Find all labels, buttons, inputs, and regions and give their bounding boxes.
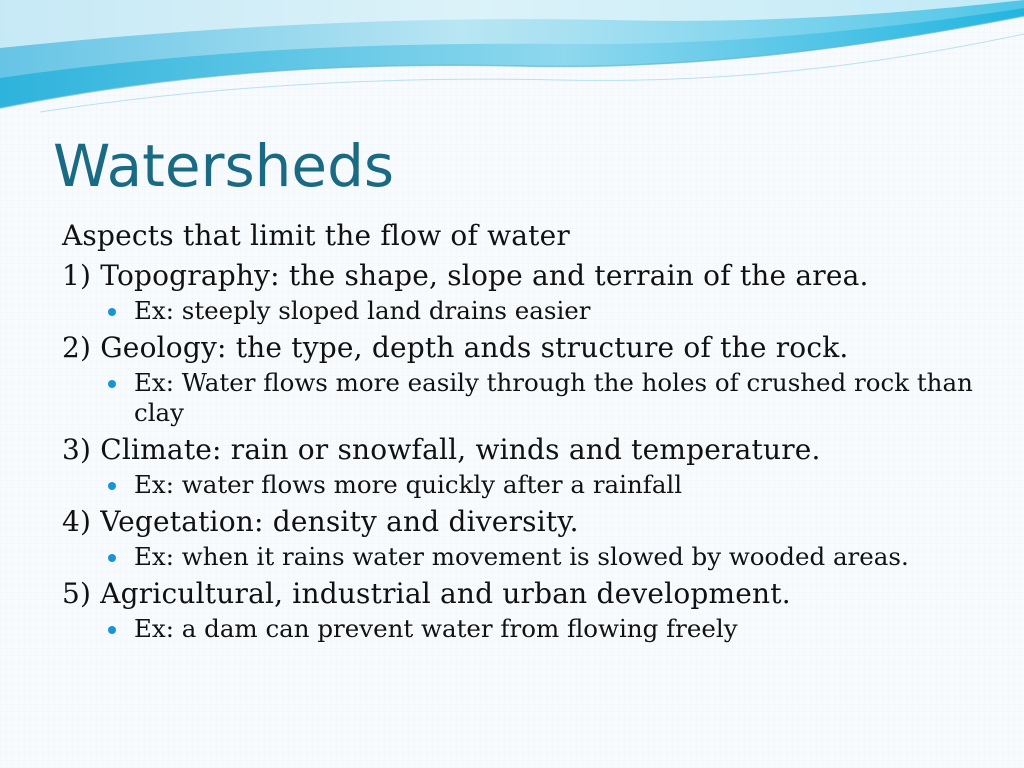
intro-text: Aspects that limit the flow of water [62,219,570,252]
example-text: Ex: water flows more quickly after a rainfall [134,470,683,499]
bullet-dot-icon [108,308,116,316]
example-vegetation [108,542,982,572]
point-climate: 3) Climate: rain or snowfall, winds and temperature. [62,433,821,466]
bullet-dot-icon [108,482,116,490]
point-topography: 1) Topography: the shape, slope and terrain of the area. [62,259,869,292]
example-development [108,614,982,644]
header-wave-decoration [0,0,1024,120]
point-development: 5) Agricultural, industrial and urban development. [62,577,791,610]
example-text: Ex: steeply sloped land drains easier [134,296,591,325]
example-climate [108,470,982,500]
example-text: Ex: when it rains water movement is slowed by wooded areas. [134,542,909,571]
bullet-dot-icon [108,626,116,634]
bullet-dot-icon [108,554,116,562]
example-geology [108,368,982,428]
example-topography [108,296,982,326]
slide-body [62,218,982,646]
point-vegetation: 4) Vegetation: density and diversity. [62,505,579,538]
example-text: Ex: Water flows more easily through the holes of crushed rock than clay [134,368,973,427]
slide-title: Watersheds [53,132,395,200]
point-geology: 2) Geology: the type, depth ands structure of the rock. [62,331,849,364]
bullet-dot-icon [108,380,116,388]
example-text: Ex: a dam can prevent water from flowing freely [134,614,738,643]
